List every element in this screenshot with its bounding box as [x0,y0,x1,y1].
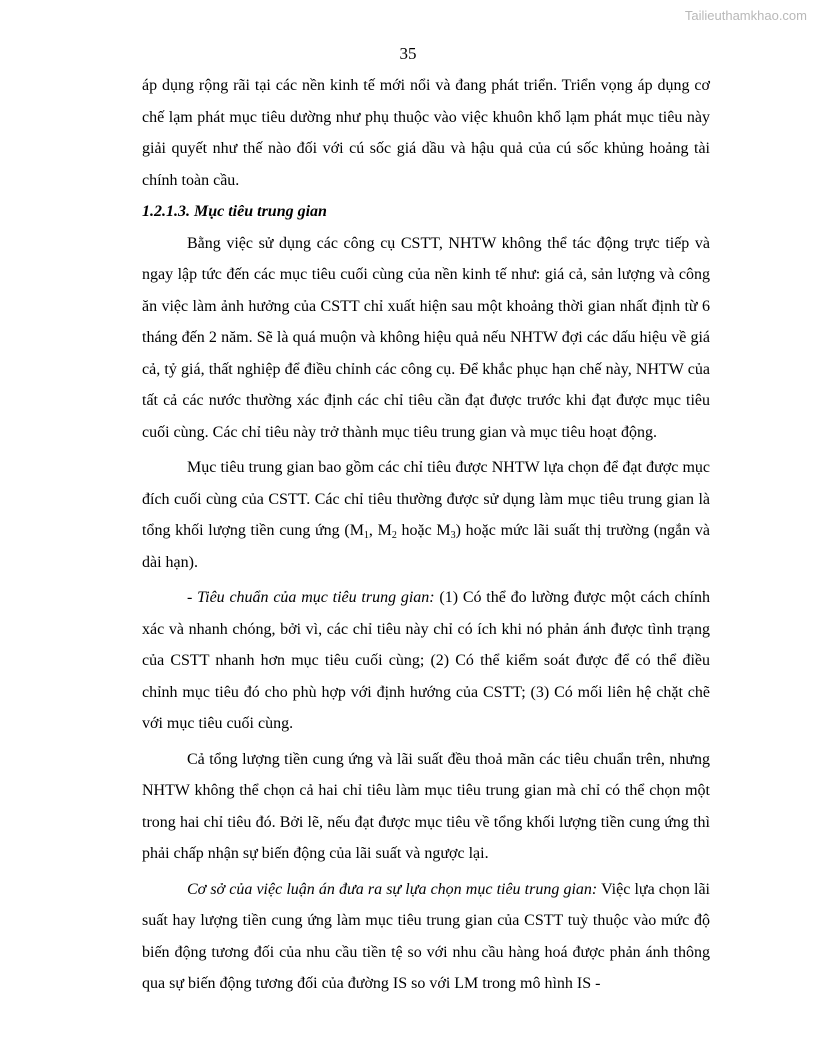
paragraph-1: Bằng việc sử dụng các công cụ CSTT, NHTW không thể tác động trực tiếp và ngay lập tức đến các mục tiêu cuối cùng của nền kinh tế như: giá cả, sản lượng và công ăn việc làm ảnh hưởng của CSTT chỉ xuất hiện sau một khoảng thời gian nhất định từ 6 tháng đến 2 năm. Sẽ là quá muộn và không hiệu quả nếu NHTW đợi các dấu hiệu về giá cả, tỷ giá, thất nghiệp để điều chỉnh các công cụ. Để khắc phục hạn chế này, NHTW của tất cả các nước thường xác định các chỉ tiêu cần đạt được trước khi đạt được mục tiêu cuối cùng. Các chỉ tiêu này trở thành mục tiêu trung gian và mục tiêu hoạt động. [142,234,710,441]
paragraph-3: - Tiêu chuẩn của mục tiêu trung gian: (1) Có thể đo lường được một cách chính xác và nhanh chóng, bởi vì, các chỉ tiêu này chỉ có ích khi nó phản ánh được tình trạng của CSTT nhanh hơn mục tiêu cuối cùng; (2) Có thể kiểm soát được để có thể điều chỉnh mục tiêu đó cho phù hợp với định hướng của CSTT; (3) Có mối liên hệ chặt chẽ với mục tiêu cuối cùng. [142,589,710,732]
body-text [142,70,710,1000]
paragraph-4: Cả tổng lượng tiền cung ứng và lãi suất đều thoả mãn các tiêu chuẩn trên, nhưng NHTW không thể chọn cả hai chỉ tiêu làm mục tiêu trung gian mà chỉ có thể chọn một trong hai chỉ tiêu đó. Bởi lẽ, nếu đạt được mục tiêu về tổng khối lượng tiền cung ứng thì phải chấp nhận sự biến động của lãi suất và ngược lại. [142,750,710,862]
section-heading: 1.2.1.3. Mục tiêu trung gian [142,203,327,220]
watermark: Tailieuthamkhao.com [684,8,807,23]
paragraph-2: Mục tiêu trung gian bao gồm các chỉ tiêu được NHTW lựa chọn để đạt được mục đích cuối cùng của CSTT. Các chỉ tiêu thường được sử dụng làm mục tiêu trung gian là tổng khối lượng tiền cung ứng ($M_1$, $M_2$ hoặc $M_3$) hoặc mức lãi suất thị trường (ngắn và dài hạn). [142,459,710,571]
page-number: 35 [399,44,417,63]
paragraph-5: Cơ sở của việc luận án đưa ra sự lựa chọn mục tiêu trung gian: Việc lựa chọn lãi suất hay lượng tiền cung ứng làm mục tiêu trung gian của CSTT tuỳ thuộc vào mức độ biến động tương đối của nhu cầu tiền tệ so với nhu cầu hàng hoá được phản ánh thông qua sự biến động tương đối của đường IS so với LM trong mô hình IS - [142,880,711,992]
paragraph-continuation: áp dụng rộng rãi tại các nền kinh tế mới nổi và đang phát triển. Triển vọng áp dụng cơ chế lạm phát mục tiêu dường như phụ thuộc vào việc khuôn khổ lạm phát mục tiêu này giải quyết như thế nào đối với cú sốc giá dầu và hậu quả của cú sốc khủng hoảng tài chính toàn cầu. [142,77,710,189]
